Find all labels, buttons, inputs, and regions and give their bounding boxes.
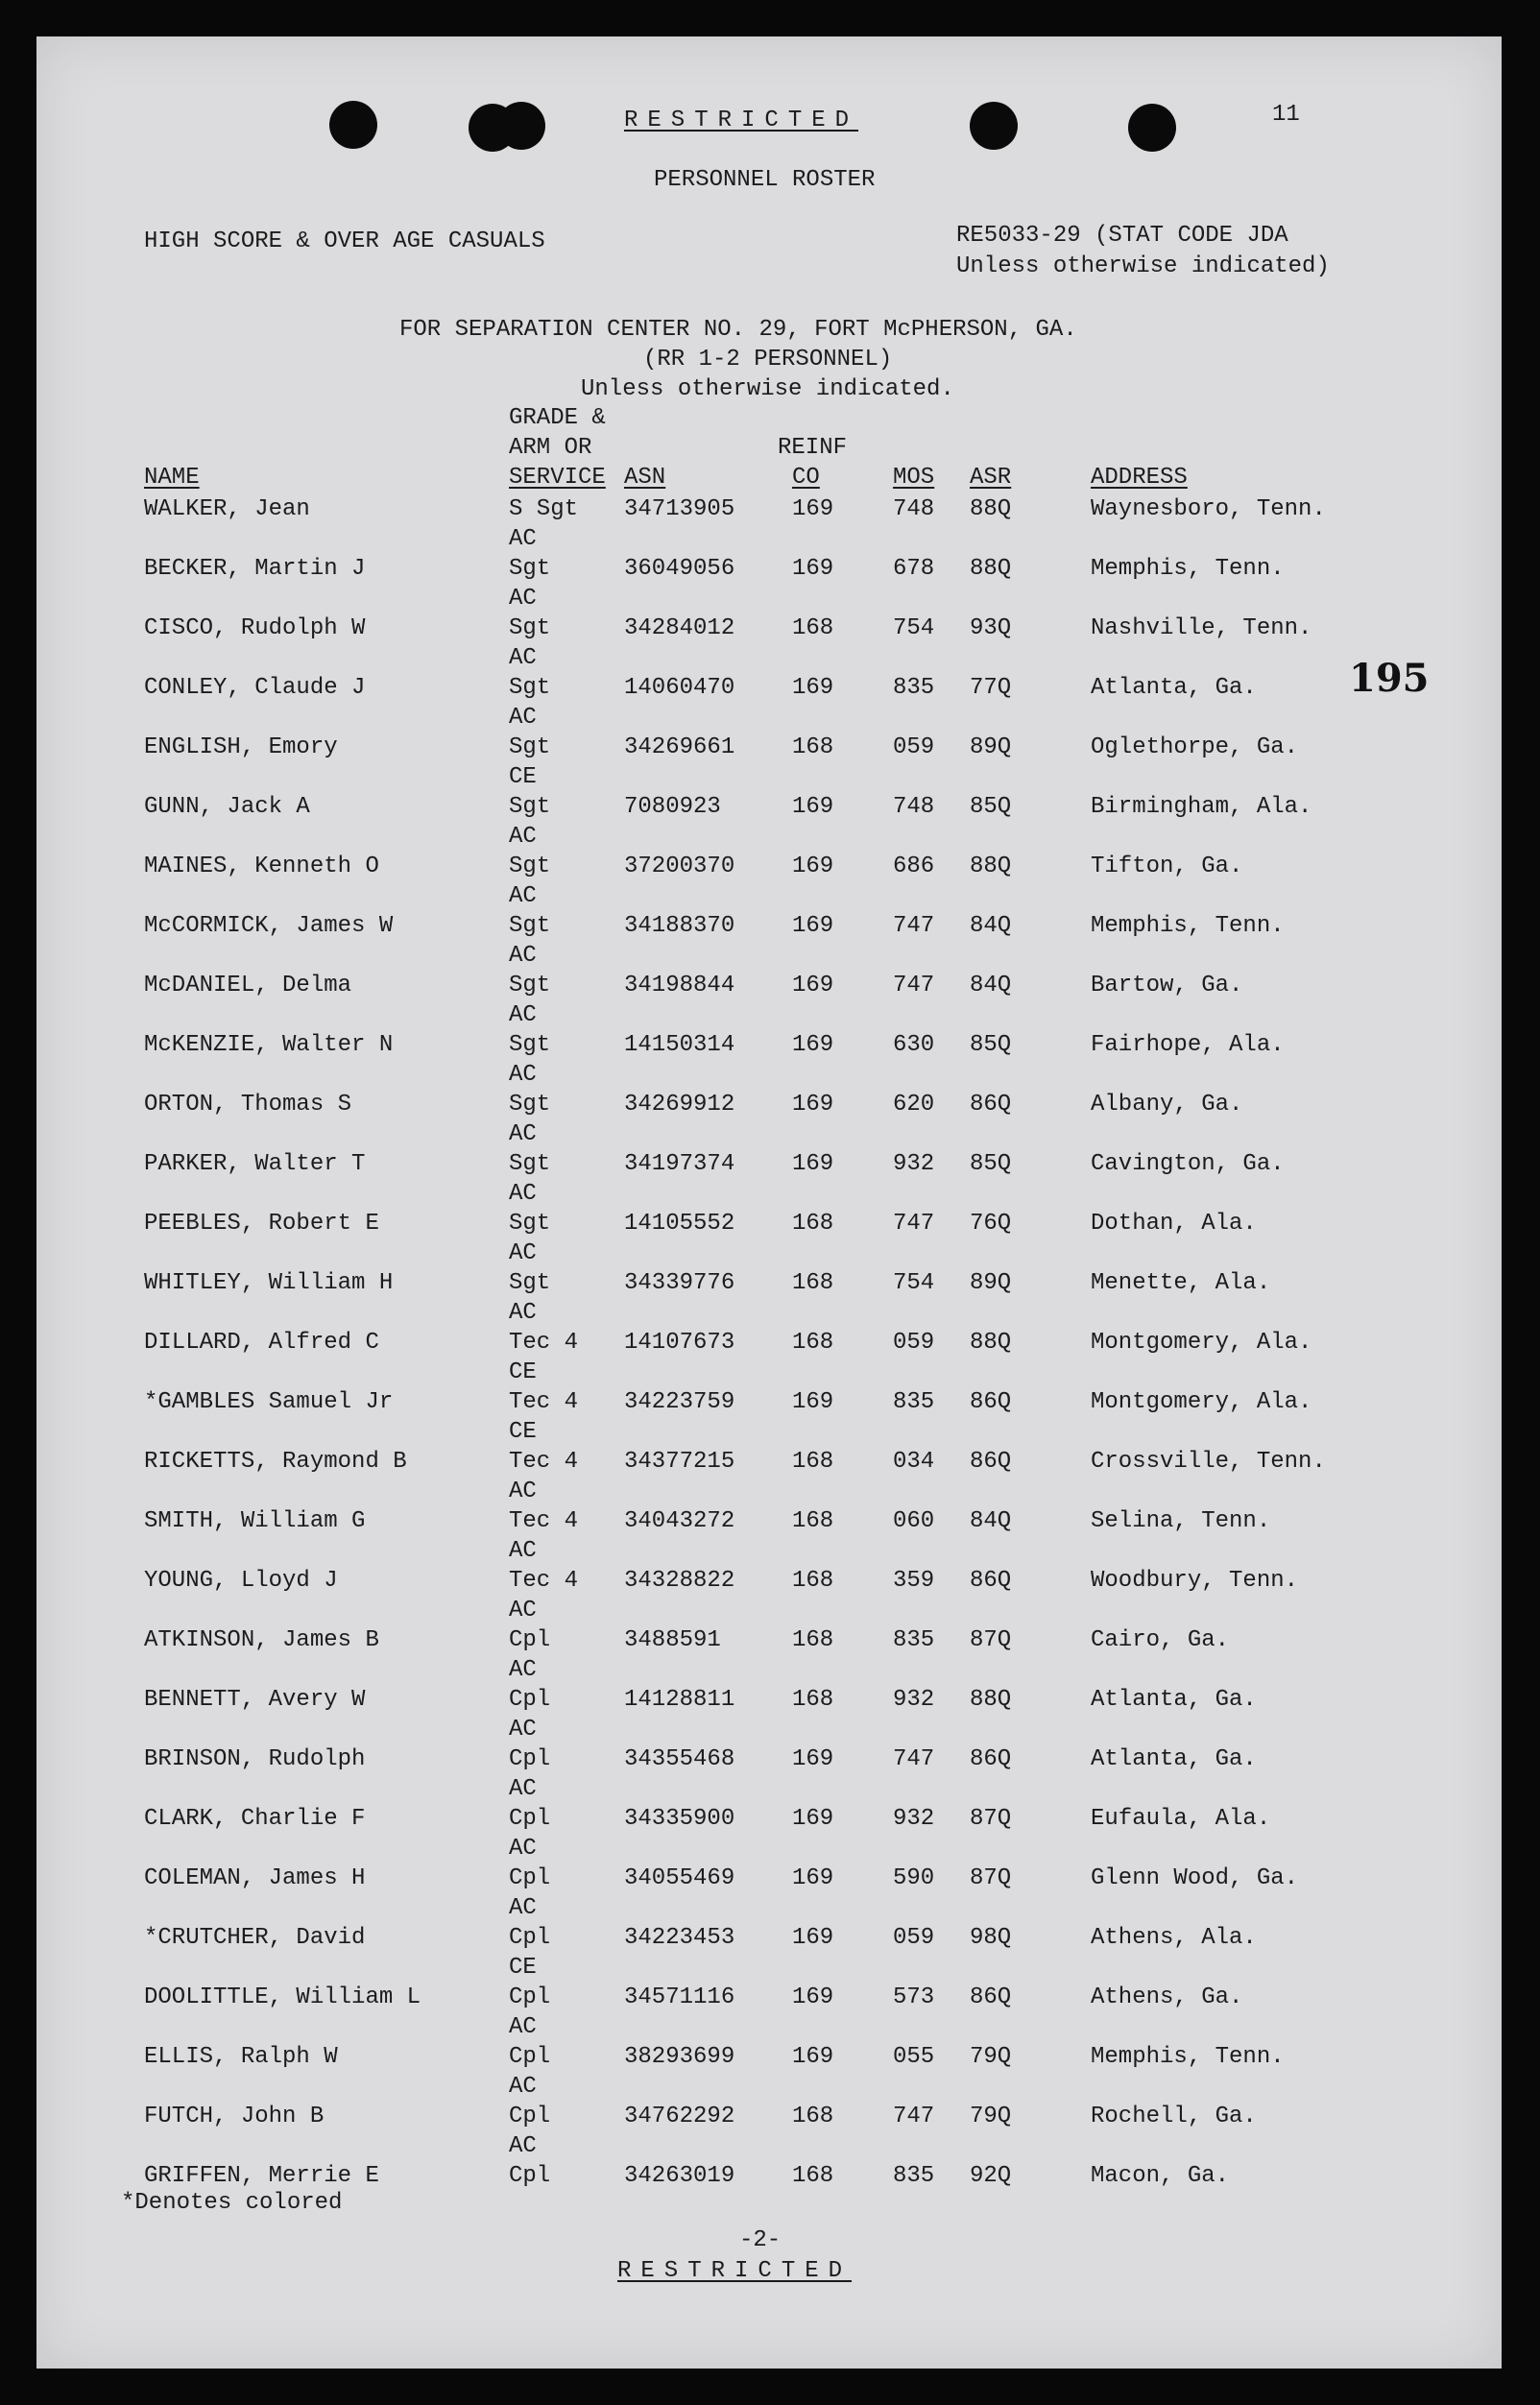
table-row	[36, 1092, 1502, 1147]
table-row	[36, 913, 1502, 969]
name-cell: MAINES, Kenneth O	[144, 854, 379, 879]
name-cell: SMITH, William G	[144, 1508, 366, 1534]
mos-cell: 932	[893, 1806, 935, 1832]
mos-cell: 686	[893, 854, 935, 879]
asr-cell: 86Q	[970, 1746, 1012, 1772]
table-row	[36, 794, 1502, 850]
col-asn: ASN	[624, 465, 666, 491]
asn-cell: 34263019	[624, 2163, 735, 2189]
address-cell: Memphis, Tenn.	[1091, 913, 1285, 939]
arm-service-cell: AC	[509, 2074, 537, 2100]
asr-cell: 88Q	[970, 496, 1012, 522]
name-cell: FUTCH, John B	[144, 2104, 325, 2129]
grade-cell: S Sgt	[509, 496, 579, 522]
grade-cell: Cpl	[509, 2163, 551, 2189]
mos-cell: 590	[893, 1865, 935, 1891]
asr-cell: 87Q	[970, 1806, 1012, 1832]
unless-line: Unless otherwise indicated.	[581, 376, 954, 402]
table-row	[36, 1270, 1502, 1326]
reinf-co-cell: 168	[792, 1270, 834, 1296]
address-cell: Bartow, Ga.	[1091, 973, 1243, 998]
table-row	[36, 1865, 1502, 1921]
col-reinf-line1: REINF	[778, 435, 848, 461]
reinf-co-cell: 168	[792, 2163, 834, 2189]
address-cell: Memphis, Tenn.	[1091, 556, 1285, 582]
name-cell: BECKER, Martin J	[144, 556, 366, 582]
asn-cell: 14105552	[624, 1211, 735, 1237]
arm-service-cell: AC	[509, 526, 537, 552]
asr-cell: 85Q	[970, 1151, 1012, 1177]
arm-service-cell: AC	[509, 1776, 537, 1802]
name-cell: PARKER, Walter T	[144, 1151, 366, 1177]
name-cell: *GAMBLES Samuel Jr	[144, 1389, 394, 1415]
asr-cell: 88Q	[970, 1687, 1012, 1713]
arm-service-cell: AC	[509, 1836, 537, 1862]
arm-service-cell: AC	[509, 1300, 537, 1326]
mos-cell: 060	[893, 1508, 935, 1534]
asr-cell: 85Q	[970, 1032, 1012, 1058]
asr-cell: 89Q	[970, 1270, 1012, 1296]
punch-hole-5	[1128, 104, 1176, 152]
table-row	[36, 1151, 1502, 1207]
mos-cell: 059	[893, 1330, 935, 1356]
mos-cell: 754	[893, 615, 935, 641]
grade-cell: Sgt	[509, 1092, 551, 1118]
address-cell: Selina, Tenn.	[1091, 1508, 1271, 1534]
asn-cell: 34188370	[624, 913, 735, 939]
grade-cell: Sgt	[509, 734, 551, 760]
grade-cell: Sgt	[509, 1270, 551, 1296]
grade-cell: Sgt	[509, 1151, 551, 1177]
grade-cell: Sgt	[509, 556, 551, 582]
arm-service-cell: AC	[509, 705, 537, 731]
mos-cell: 747	[893, 913, 935, 939]
asn-cell: 34198844	[624, 973, 735, 998]
reinf-co-cell: 169	[792, 1151, 834, 1177]
reinf-co-cell: 168	[792, 1330, 834, 1356]
table-row	[36, 1687, 1502, 1743]
mos-cell: 747	[893, 1211, 935, 1237]
table-row	[36, 2163, 1502, 2193]
grade-cell: Cpl	[509, 1627, 551, 1653]
mos-cell: 932	[893, 1151, 935, 1177]
col-grade-line1: GRADE &	[509, 405, 606, 431]
address-cell: Eufaula, Ala.	[1091, 1806, 1271, 1832]
name-cell: WALKER, Jean	[144, 496, 310, 522]
name-cell: YOUNG, Lloyd J	[144, 1568, 338, 1594]
arm-service-cell: AC	[509, 824, 537, 850]
grade-cell: Cpl	[509, 1687, 551, 1713]
table-row	[36, 1984, 1502, 2040]
table-row	[36, 1806, 1502, 1862]
grade-cell: Sgt	[509, 854, 551, 879]
mos-cell: 835	[893, 2163, 935, 2189]
table-row	[36, 675, 1502, 731]
arm-service-cell: AC	[509, 2133, 537, 2159]
mos-cell: 754	[893, 1270, 935, 1296]
grade-cell: Sgt	[509, 1032, 551, 1058]
asn-cell: 14128811	[624, 1687, 735, 1713]
name-cell: CLARK, Charlie F	[144, 1806, 366, 1832]
asn-cell: 34223759	[624, 1389, 735, 1415]
table-row	[36, 2104, 1502, 2159]
asn-cell: 34269661	[624, 734, 735, 760]
mos-cell: 748	[893, 794, 935, 820]
personnel-line: (RR 1-2 PERSONNEL)	[643, 347, 893, 373]
mos-cell: 747	[893, 973, 935, 998]
grade-cell: Cpl	[509, 1746, 551, 1772]
reinf-co-cell: 168	[792, 1568, 834, 1594]
asn-cell: 37200370	[624, 854, 735, 879]
mos-cell: 678	[893, 556, 935, 582]
arm-service-cell: AC	[509, 1002, 537, 1028]
asn-cell: 14150314	[624, 1032, 735, 1058]
address-cell: Fairhope, Ala.	[1091, 1032, 1285, 1058]
asr-cell: 85Q	[970, 794, 1012, 820]
asr-cell: 79Q	[970, 2104, 1012, 2129]
asn-cell: 34284012	[624, 615, 735, 641]
asn-cell: 7080923	[624, 794, 721, 820]
asr-cell: 86Q	[970, 1092, 1012, 1118]
table-row	[36, 2044, 1502, 2100]
arm-service-cell: AC	[509, 1181, 537, 1207]
address-cell: Crossville, Tenn.	[1091, 1449, 1326, 1475]
document-page	[36, 36, 1502, 2369]
reinf-co-cell: 169	[792, 973, 834, 998]
arm-service-cell: AC	[509, 1121, 537, 1147]
asr-cell: 86Q	[970, 1389, 1012, 1415]
address-cell: Cairo, Ga.	[1091, 1627, 1230, 1653]
mos-cell: 059	[893, 1925, 935, 1951]
name-cell: DILLARD, Alfred C	[144, 1330, 379, 1356]
asr-cell: 88Q	[970, 1330, 1012, 1356]
table-row	[36, 973, 1502, 1028]
reinf-co-cell: 169	[792, 1032, 834, 1058]
address-cell: Glenn Wood, Ga.	[1091, 1865, 1299, 1891]
address-cell: Oglethorpe, Ga.	[1091, 734, 1299, 760]
asn-cell: 34339776	[624, 1270, 735, 1296]
name-cell: ELLIS, Ralph W	[144, 2044, 338, 2070]
name-cell: BRINSON, Rudolph	[144, 1746, 366, 1772]
mos-cell: 620	[893, 1092, 935, 1118]
col-mos: MOS	[893, 465, 935, 491]
mos-cell: 059	[893, 734, 935, 760]
grade-cell: Cpl	[509, 1925, 551, 1951]
arm-service-cell: CE	[509, 1419, 537, 1445]
asn-cell: 38293699	[624, 2044, 735, 2070]
address-cell: Cavington, Ga.	[1091, 1151, 1285, 1177]
table-row	[36, 1925, 1502, 1981]
address-cell: Menette, Ala.	[1091, 1270, 1271, 1296]
address-cell: Tifton, Ga.	[1091, 854, 1243, 879]
col-asr: ASR	[970, 465, 1012, 491]
reinf-co-cell: 169	[792, 2044, 834, 2070]
asr-cell: 87Q	[970, 1627, 1012, 1653]
arm-service-cell: AC	[509, 1479, 537, 1504]
grade-cell: Tec 4	[509, 1330, 579, 1356]
address-cell: Atlanta, Ga.	[1091, 675, 1257, 701]
address-cell: Woodbury, Tenn.	[1091, 1568, 1299, 1594]
col-grade-line2: ARM OR	[509, 435, 592, 461]
address-cell: Dothan, Ala.	[1091, 1211, 1257, 1237]
asn-cell: 14107673	[624, 1330, 735, 1356]
name-cell: ENGLISH, Emory	[144, 734, 338, 760]
grade-cell: Sgt	[509, 675, 551, 701]
mos-cell: 747	[893, 2104, 935, 2129]
reinf-co-cell: 169	[792, 913, 834, 939]
asr-cell: 88Q	[970, 556, 1012, 582]
name-cell: DOOLITTLE, William L	[144, 1984, 421, 2010]
reinf-co-cell: 169	[792, 1092, 834, 1118]
grade-cell: Sgt	[509, 615, 551, 641]
name-cell: PEEBLES, Robert E	[144, 1211, 379, 1237]
mos-cell: 748	[893, 496, 935, 522]
asr-cell: 84Q	[970, 973, 1012, 998]
arm-service-cell: AC	[509, 1062, 537, 1088]
asn-cell: 34355468	[624, 1746, 735, 1772]
col-grade-line3: SERVICE	[509, 465, 606, 491]
table-row	[36, 854, 1502, 909]
grade-cell: Cpl	[509, 2104, 551, 2129]
grade-cell: Cpl	[509, 1806, 551, 1832]
address-cell: Rochell, Ga.	[1091, 2104, 1257, 2129]
col-name: NAME	[144, 465, 200, 491]
name-cell: RICKETTS, Raymond B	[144, 1449, 407, 1475]
arm-service-cell: AC	[509, 943, 537, 969]
grade-cell: Tec 4	[509, 1449, 579, 1475]
page-marker: -2-	[739, 2227, 782, 2253]
arm-service-cell: AC	[509, 883, 537, 909]
page-number: 11	[1272, 102, 1300, 128]
grade-cell: Tec 4	[509, 1568, 579, 1594]
asn-cell: 34762292	[624, 2104, 735, 2129]
arm-service-cell: AC	[509, 1240, 537, 1266]
grade-cell: Tec 4	[509, 1508, 579, 1534]
address-cell: Montgomery, Ala.	[1091, 1389, 1312, 1415]
page-title: PERSONNEL ROSTER	[654, 167, 876, 193]
punch-hole-3	[497, 102, 545, 150]
address-cell: Macon, Ga.	[1091, 2163, 1230, 2189]
arm-service-cell: AC	[509, 1657, 537, 1683]
reinf-co-cell: 169	[792, 854, 834, 879]
asr-cell: 84Q	[970, 913, 1012, 939]
reinf-co-cell: 169	[792, 1984, 834, 2010]
address-cell: Athens, Ga.	[1091, 1984, 1243, 2010]
table-row	[36, 1449, 1502, 1504]
table-row	[36, 556, 1502, 612]
mos-cell: 034	[893, 1449, 935, 1475]
asr-cell: 98Q	[970, 1925, 1012, 1951]
name-cell: McCORMICK, James W	[144, 913, 394, 939]
reinf-co-cell: 169	[792, 1389, 834, 1415]
asn-cell: 34223453	[624, 1925, 735, 1951]
reinf-co-cell: 168	[792, 1627, 834, 1653]
address-cell: Albany, Ga.	[1091, 1092, 1243, 1118]
reinf-co-cell: 168	[792, 2104, 834, 2129]
grade-cell: Cpl	[509, 1984, 551, 2010]
asn-cell: 34571116	[624, 1984, 735, 2010]
table-row	[36, 1746, 1502, 1802]
asr-cell: 88Q	[970, 854, 1012, 879]
table-row	[36, 1211, 1502, 1266]
address-cell: Athens, Ala.	[1091, 1925, 1257, 1951]
asn-cell: 14060470	[624, 675, 735, 701]
asr-cell: 84Q	[970, 1508, 1012, 1534]
mos-cell: 747	[893, 1746, 935, 1772]
arm-service-cell: AC	[509, 2014, 537, 2040]
grade-cell: Cpl	[509, 1865, 551, 1891]
reinf-co-cell: 168	[792, 1211, 834, 1237]
separation-center-line: FOR SEPARATION CENTER NO. 29, FORT McPHERSON, GA.	[399, 317, 1077, 343]
grade-cell: Tec 4	[509, 1389, 579, 1415]
asn-cell: 34328822	[624, 1568, 735, 1594]
name-cell: CISCO, Rudolph W	[144, 615, 366, 641]
name-cell: *CRUTCHER, David	[144, 1925, 366, 1951]
roster-heading: HIGH SCORE & OVER AGE CASUALS	[144, 228, 545, 254]
grade-cell: Sgt	[509, 973, 551, 998]
col-reinf-line2: CO	[792, 465, 820, 491]
name-cell: BENNETT, Avery W	[144, 1687, 366, 1713]
mos-cell: 835	[893, 1389, 935, 1415]
arm-service-cell: AC	[509, 645, 537, 671]
name-cell: CONLEY, Claude J	[144, 675, 366, 701]
mos-cell: 932	[893, 1687, 935, 1713]
mos-cell: 573	[893, 1984, 935, 2010]
asr-cell: 76Q	[970, 1211, 1012, 1237]
reinf-co-cell: 169	[792, 1746, 834, 1772]
table-row	[36, 1032, 1502, 1088]
name-cell: COLEMAN, James H	[144, 1865, 366, 1891]
restricted-footer: RESTRICTED	[617, 2258, 853, 2284]
reinf-co-cell: 169	[792, 496, 834, 522]
table-row	[36, 615, 1502, 671]
address-cell: Waynesboro, Tenn.	[1091, 496, 1326, 522]
arm-service-cell: AC	[509, 1538, 537, 1564]
name-cell: GRIFFEN, Merrie E	[144, 2163, 379, 2189]
grade-cell: Cpl	[509, 2044, 551, 2070]
restricted-header: RESTRICTED	[624, 108, 859, 133]
footnote: *Denotes colored	[121, 2190, 343, 2216]
address-cell: Atlanta, Ga.	[1091, 1687, 1257, 1713]
arm-service-cell: CE	[509, 764, 537, 790]
address-cell: Birmingham, Ala.	[1091, 794, 1312, 820]
mos-cell: 835	[893, 675, 935, 701]
asr-cell: 86Q	[970, 1449, 1012, 1475]
stat-code-note: Unless otherwise indicated)	[956, 253, 1330, 279]
asr-cell: 79Q	[970, 2044, 1012, 2070]
asr-cell: 86Q	[970, 1568, 1012, 1594]
name-cell: McDANIEL, Delma	[144, 973, 352, 998]
reinf-co-cell: 168	[792, 734, 834, 760]
name-cell: GUNN, Jack A	[144, 794, 310, 820]
grade-cell: Sgt	[509, 1211, 551, 1237]
asr-cell: 86Q	[970, 1984, 1012, 2010]
asn-cell: 34335900	[624, 1806, 735, 1832]
reinf-co-cell: 168	[792, 1508, 834, 1534]
reinf-co-cell: 169	[792, 675, 834, 701]
table-row	[36, 1627, 1502, 1683]
reinf-co-cell: 168	[792, 1687, 834, 1713]
table-row	[36, 1389, 1502, 1445]
asr-cell: 89Q	[970, 734, 1012, 760]
asr-cell: 87Q	[970, 1865, 1012, 1891]
grade-cell: Sgt	[509, 794, 551, 820]
reinf-co-cell: 169	[792, 556, 834, 582]
arm-service-cell: CE	[509, 1359, 537, 1385]
punch-hole-1	[329, 101, 377, 149]
reinf-co-cell: 169	[792, 1865, 834, 1891]
asn-cell: 34713905	[624, 496, 735, 522]
arm-service-cell: AC	[509, 1895, 537, 1921]
stat-code: RE5033-29 (STAT CODE JDA	[956, 223, 1288, 249]
table-row	[36, 734, 1502, 790]
table-row	[36, 1568, 1502, 1623]
asr-cell: 77Q	[970, 675, 1012, 701]
name-cell: ORTON, Thomas S	[144, 1092, 352, 1118]
asn-cell: 34197374	[624, 1151, 735, 1177]
asn-cell: 34043272	[624, 1508, 735, 1534]
name-cell: ATKINSON, James B	[144, 1627, 379, 1653]
mos-cell: 630	[893, 1032, 935, 1058]
address-cell: Memphis, Tenn.	[1091, 2044, 1285, 2070]
arm-service-cell: AC	[509, 1598, 537, 1623]
table-row	[36, 1508, 1502, 1564]
asn-cell: 34377215	[624, 1449, 735, 1475]
asn-cell: 34269912	[624, 1092, 735, 1118]
asr-cell: 93Q	[970, 615, 1012, 641]
col-address: ADDRESS	[1091, 465, 1188, 491]
table-row	[36, 496, 1502, 552]
stamp-number: 195	[1349, 656, 1430, 701]
asn-cell: 36049056	[624, 556, 735, 582]
address-cell: Atlanta, Ga.	[1091, 1746, 1257, 1772]
grade-cell: Sgt	[509, 913, 551, 939]
asr-cell: 92Q	[970, 2163, 1012, 2189]
reinf-co-cell: 168	[792, 615, 834, 641]
address-cell: Nashville, Tenn.	[1091, 615, 1312, 641]
mos-cell: 055	[893, 2044, 935, 2070]
address-cell: Montgomery, Ala.	[1091, 1330, 1312, 1356]
table-row	[36, 1330, 1502, 1385]
asn-cell: 34055469	[624, 1865, 735, 1891]
arm-service-cell: AC	[509, 586, 537, 612]
mos-cell: 359	[893, 1568, 935, 1594]
reinf-co-cell: 169	[792, 1806, 834, 1832]
name-cell: McKENZIE, Walter N	[144, 1032, 394, 1058]
arm-service-cell: AC	[509, 1717, 537, 1743]
reinf-co-cell: 169	[792, 1925, 834, 1951]
arm-service-cell: CE	[509, 1955, 537, 1981]
reinf-co-cell: 169	[792, 794, 834, 820]
asn-cell: 3488591	[624, 1627, 721, 1653]
name-cell: WHITLEY, William H	[144, 1270, 394, 1296]
mos-cell: 835	[893, 1627, 935, 1653]
punch-hole-4	[970, 102, 1018, 150]
reinf-co-cell: 168	[792, 1449, 834, 1475]
